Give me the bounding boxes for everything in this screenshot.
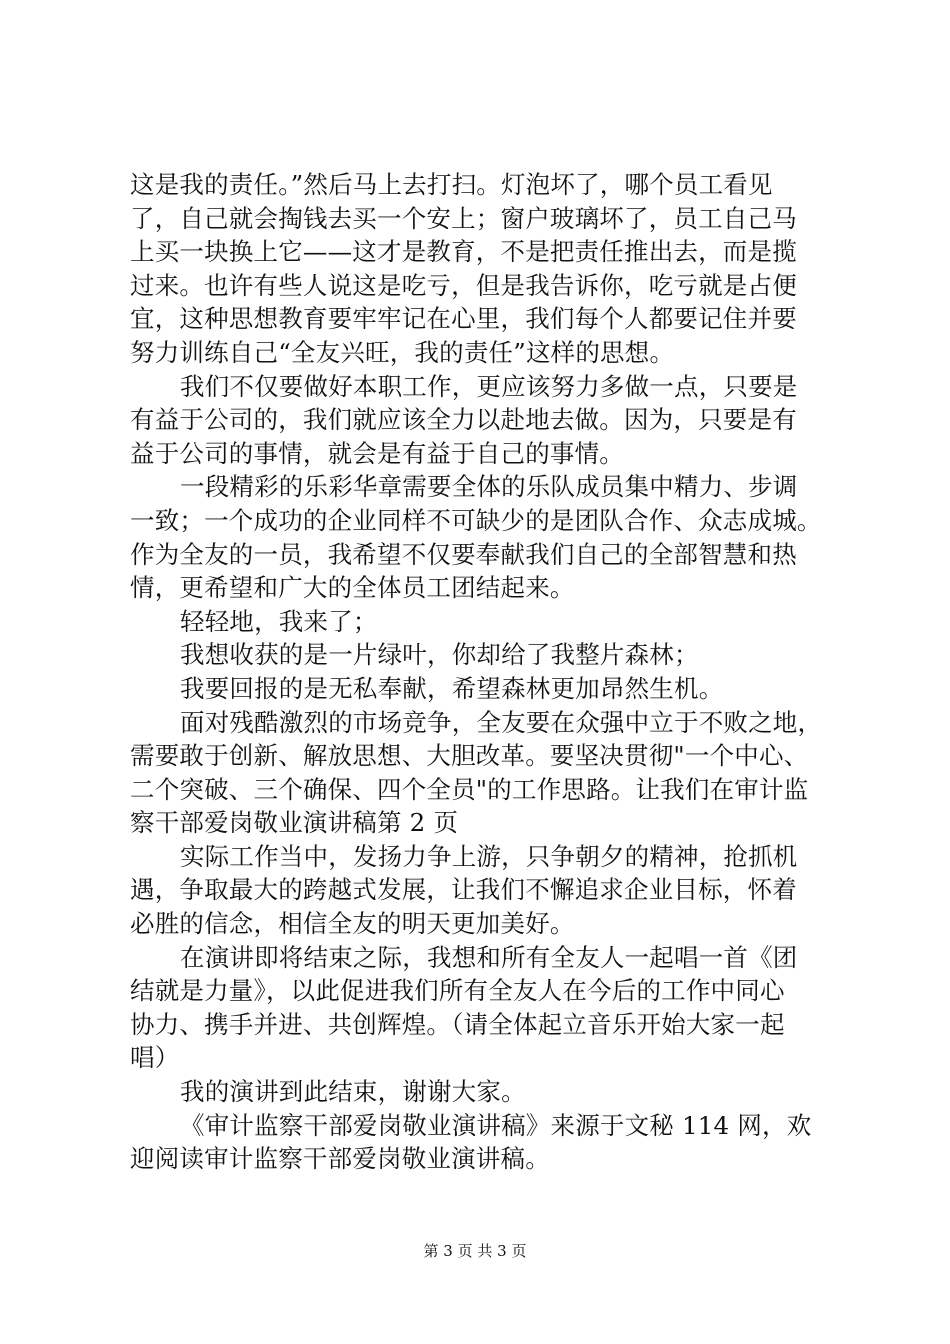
text-line: 面对残酷激烈的市场竞争，全友要在众强中立于不败之地， <box>180 707 823 737</box>
text-line: 唱） <box>130 1043 180 1073</box>
text-line: 结就是力量》，以此促进我们所有全友人在今后的工作中同心 <box>130 976 785 1006</box>
text-line: 迎阅读审计监察干部爱岗敬业演讲稿。 <box>130 1144 550 1174</box>
text-line: 我要回报的是无私奉献，希望森林更加昂然生机。 <box>180 673 724 703</box>
text-line: 上买一块换上它——这才是教育，不是把责任推出去，而是揽 <box>130 237 797 267</box>
text-line: 我的演讲到此结束，谢谢大家。 <box>180 1077 526 1107</box>
text-line: 这是我的责任。”然后马上去打扫。灯泡坏了，哪个员工看见 <box>130 170 773 199</box>
text-line: 《审计监察干部爱岗敬业演讲稿》来源于文秘 114 网，欢 <box>180 1110 812 1140</box>
page-number-label: 第 3 页 共 3 页 <box>423 1242 527 1260</box>
text-line: 协力、携手并进、共创辉煌。（请全体起立音乐开始大家一起 <box>130 1009 785 1039</box>
text-line: 轻轻地，我来了； <box>180 606 378 636</box>
text-line: 一致；一个成功的企业同样不可缺少的是团队合作、众志成城。 <box>130 505 822 535</box>
text-line: 一段精彩的乐彩华章需要全体的乐队成员集中精力、步调 <box>180 472 798 502</box>
text-line: 必胜的信念，相信全友的明天更加美好。 <box>130 909 575 939</box>
text-line: 益于公司的事情，就会是有益于自己的事情。 <box>130 438 624 468</box>
text-line: 作为全友的一员，我希望不仅要奉献我们自己的全部智慧和热 <box>130 539 797 569</box>
text-line: 实际工作当中，发扬力争上游，只争朝夕的精神，抢抓机 <box>180 841 798 871</box>
document-body <box>130 168 830 1176</box>
text-line: 情，更希望和广大的全体员工团结起来。 <box>130 573 575 603</box>
text-line: 在演讲即将结束之际，我想和所有全友人一起唱一首《团 <box>180 942 798 972</box>
text-line: 努力训练自己“全友兴旺，我的责任”这样的思想。 <box>130 337 675 367</box>
text-line: 二个突破、三个确保、四个全员"的工作思路。让我们在审计监 <box>130 774 809 804</box>
page-footer <box>0 1240 950 1261</box>
text-line: 需要敢于创新、解放思想、大胆改革。要坚决贯彻"一个中心、 <box>130 741 809 771</box>
text-line: 我想收获的是一片绿叶，你却给了我整片森林； <box>180 640 699 670</box>
text-line: 遇，争取最大的跨越式发展，让我们不懈追求企业目标，怀着 <box>130 875 797 905</box>
text-line: 了，自己就会掏钱去买一个安上；窗户玻璃坏了，员工自己马 <box>130 203 797 233</box>
text-line: 有益于公司的，我们就应该全力以赴地去做。因为，只要是有 <box>130 405 797 435</box>
text-line: 宜，这种思想教育要牢牢记在心里，我们每个人都要记住并要 <box>130 304 797 334</box>
text-line: 察干部爱岗敬业演讲稿第 2 页 <box>130 808 459 838</box>
text-line: 过来。也许有些人说这是吃亏，但是我告诉你，吃亏就是占便 <box>130 270 797 300</box>
text-line: 我们不仅要做好本职工作，更应该努力多做一点，只要是 <box>180 371 798 401</box>
